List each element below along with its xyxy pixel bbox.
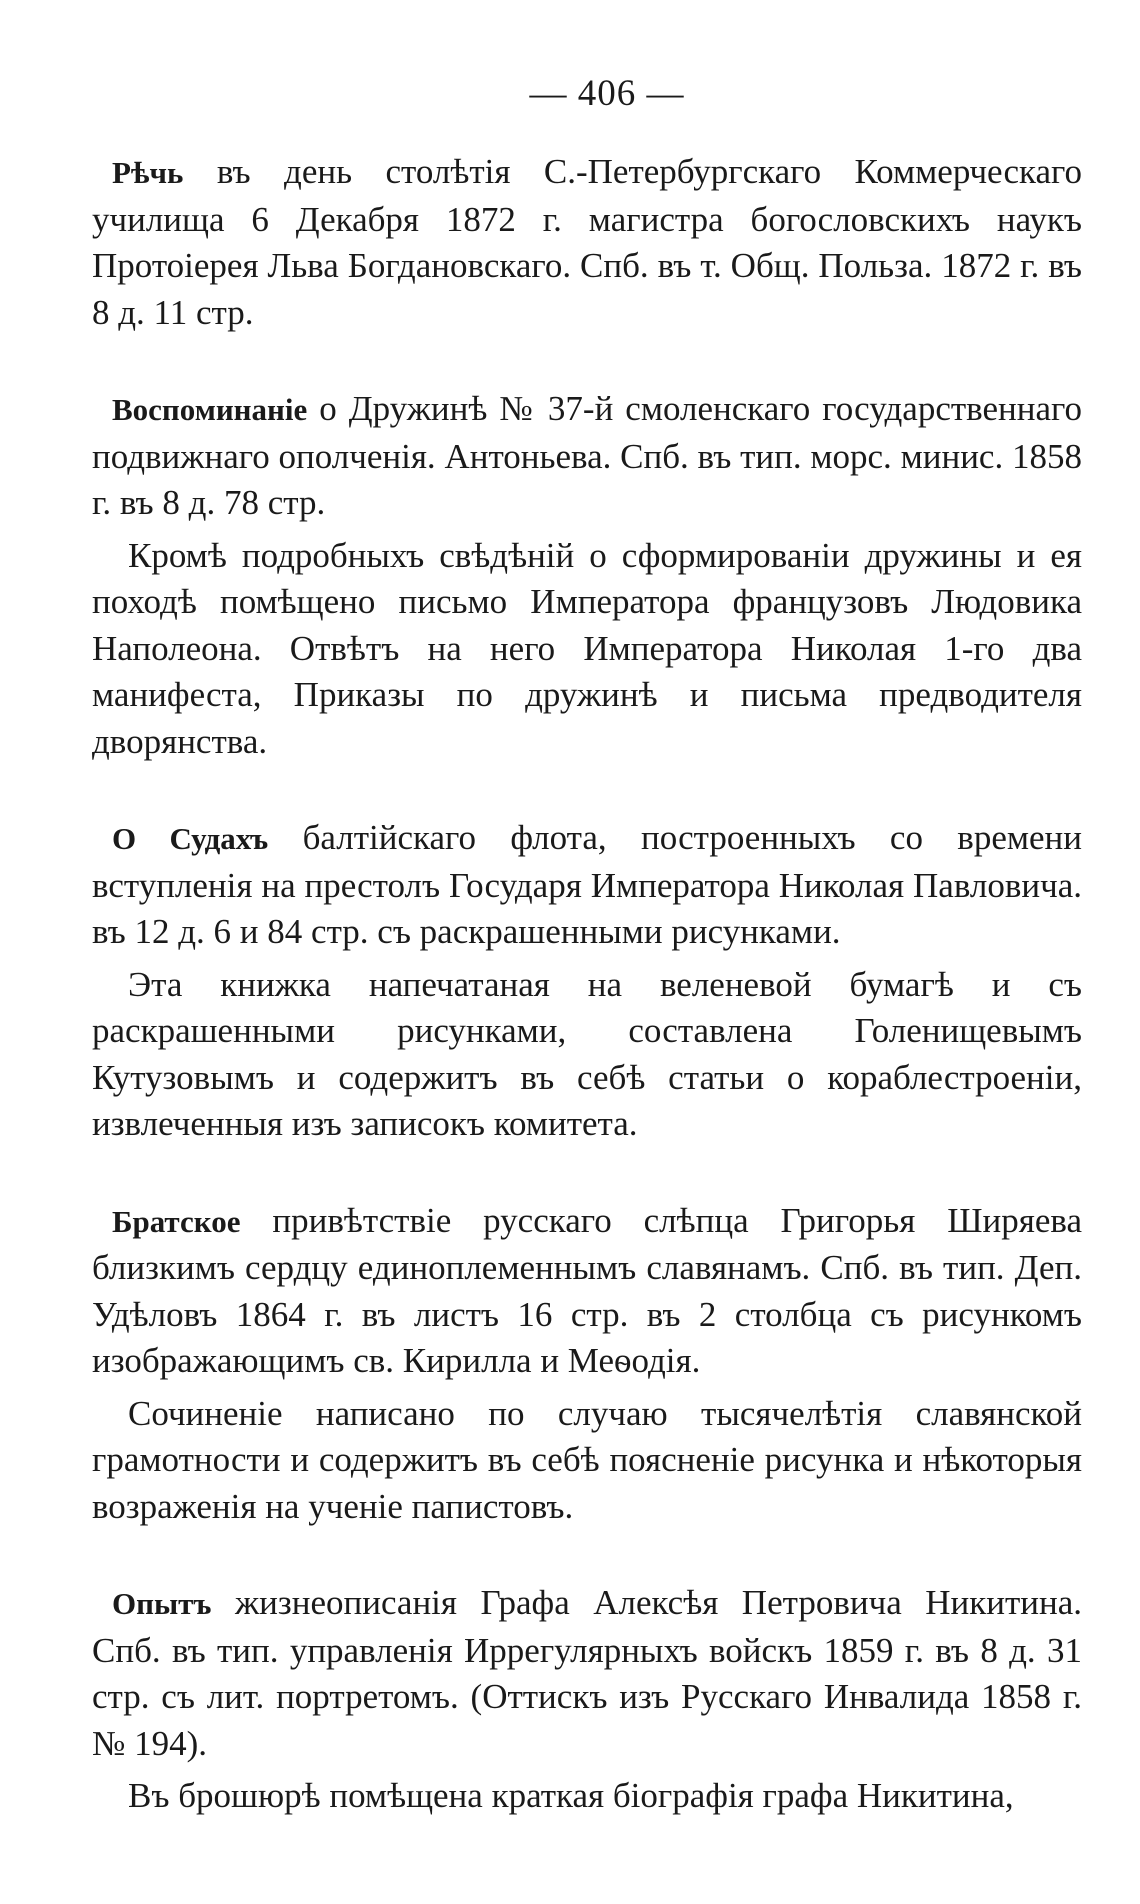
book-page — [92, 72, 1082, 1870]
entry-opyt — [92, 1580, 1082, 1820]
entry-citation — [92, 149, 1082, 336]
entry-bratskoe — [92, 1198, 1082, 1531]
entry-lead-word: Рѣчь — [112, 155, 184, 190]
entry-citation-text: привѣтствіе русскаго слѣпца Григорья Ширяева близкимъ сердцу единоплеменнымъ славянамъ. Спб. въ тип. Деп. Удѣловъ 1864 г. въ листъ 16 стр. въ 2 столбца съ рисункомъ изображающимъ св. Кирилла и Меѳодія. — [92, 1200, 1082, 1380]
entry-citation — [92, 386, 1082, 527]
entry-description: Эта книжка напечатаная на веленевой бумагѣ и съ раскрашенными рисунками, составлена Голенищевымъ Кутузовымъ и содержитъ въ себѣ статьи о кораблестроеніи, извлеченныя изъ записокъ комитета. — [92, 964, 1082, 1143]
entry-lead-word: О Судахъ — [112, 821, 269, 856]
entry-lead-word: Опытъ — [112, 1586, 212, 1621]
page-number: — 406 — — [529, 73, 685, 114]
entry-citation-text: о Дружинѣ № 37-й смоленскаго государственнаго подвижнаго ополченія. Антоньева. Спб. въ тип. морс. минис. 1858 г. въ 8 д. 78 стр. — [92, 389, 1082, 522]
entry-lead-word: Братское — [112, 1203, 241, 1239]
entry-lead-word: Воспоминаніе — [112, 392, 308, 427]
entry-o-sudakh — [92, 815, 1082, 1148]
entry-citation — [92, 815, 1082, 956]
entry-description: Сочиненіе написано по случаю тысячелѣтія славянской грамотности и содержитъ въ себѣ поясненіе рисунка и нѣкоторыя возраженія на ученіе папистовъ. — [92, 1393, 1082, 1526]
entry-vospominanie — [92, 386, 1082, 765]
entry-citation-text: балтійскаго флота, построенныхъ со времени вступленія на престолъ Государя Императора Николая Павловича. въ 12 д. 6 и 84 стр. съ раскрашенными рисунками. — [92, 818, 1083, 951]
entry-citation — [92, 1580, 1082, 1767]
entry-description: Въ брошюрѣ помѣщена краткая біографія графа Никитина, — [128, 1776, 1014, 1815]
entry-citation-text: въ день столѣтія С.-Петербургскаго Коммерческаго училища 6 Декабря 1872 г. магистра богословскихъ наукъ Протоіерея Льва Богдановскаго. Спб. въ т. Общ. Польза. 1872 г. въ 8 д. 11 стр. — [92, 152, 1082, 332]
entry-citation — [92, 1198, 1082, 1385]
entry-description: Кромѣ подробныхъ свѣдѣній о сформированіи дружины и ея походѣ помѣщено письмо Императора французовъ Людовика Наполеона. Отвѣтъ на него Императора Николая 1-го два манифеста, Приказы по дружинѣ и письма предводителя дворянства. — [92, 535, 1082, 761]
entry-rech — [92, 149, 1082, 336]
entry-citation-text: жизнеописанія Графа Алексѣя Петровича Никитина. Спб. въ тип. управленія Иррегулярныхъ войскъ 1859 г. въ 8 д. 31 стр. съ лит. портретомъ. (Оттискъ изъ Русскаго Инвалида 1858 г. № 194). — [92, 1583, 1082, 1763]
